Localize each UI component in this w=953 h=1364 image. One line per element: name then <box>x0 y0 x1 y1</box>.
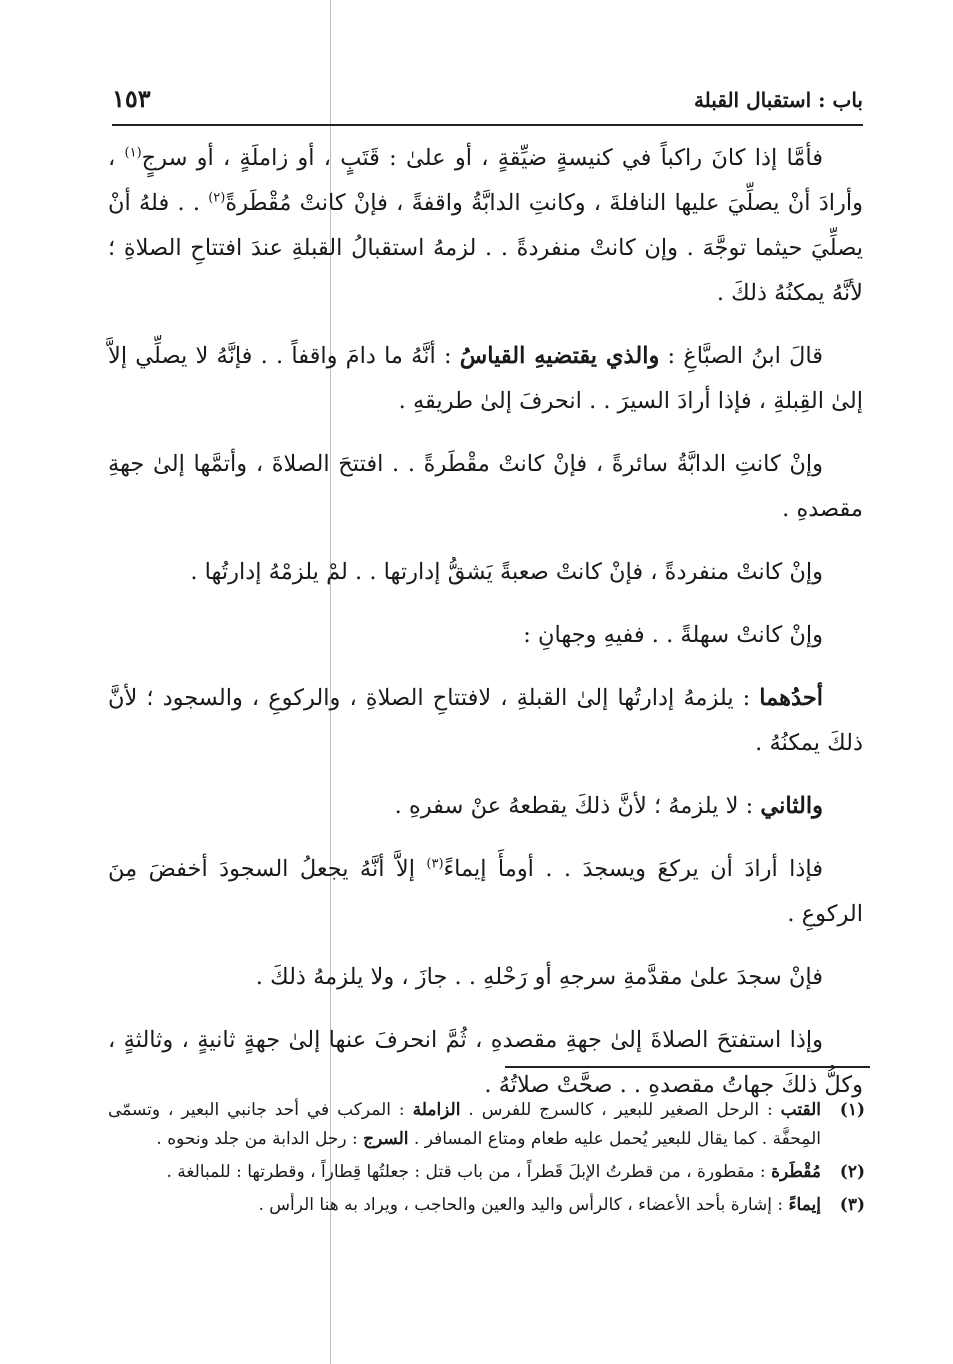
bold-term: القتب <box>780 1100 821 1120</box>
footnotes <box>108 1096 865 1224</box>
text-run: فإذا أرادَ أن يركعَ ويسجدَ . . أومأَ إيماءً <box>443 856 823 882</box>
text-run: : مقطورة ، من قطرتُ الإبلَ قَطراً ، من باب قتل : جعلتُها قِطاراً ، وقطرتها : للمبالغة . <box>166 1162 772 1182</box>
text-run: وإنْ كانتْ سهلةً . . ففيهِ وجهانِ : <box>523 622 823 648</box>
footnote-separator <box>505 1066 870 1068</box>
footnote-marker: (١) <box>124 145 142 161</box>
paragraph <box>108 136 863 316</box>
bold-term: والذي يقتضيهِ القياسُ <box>459 343 660 369</box>
footnote-marker: (٣) <box>426 856 444 872</box>
chapter-title: باب : استقبال القبلة <box>693 88 863 112</box>
paragraph <box>108 550 863 595</box>
page-number: ١٥٣ <box>112 84 151 113</box>
bold-term: إيماءً <box>788 1195 821 1215</box>
paragraph <box>108 847 863 937</box>
text-run: : أنَّهُ ما دامَ واقفاً . . فإنَّهُ لا يصلِّي إلاَّ إلىٰ القِبلةِ ، فإذا أرادَ السيرَ . . انحرفَ إلىٰ طريقهِ . <box>108 343 863 414</box>
text-run: : الرحل الصغير للبعير ، كالسرج للفرس . <box>460 1100 781 1120</box>
text-run: وإنْ كانتِ الدابَّةُ سائرةً ، فإنْ كانتْ مقْطَرةً . . افتتحَ الصلاةَ ، وأتمَّها إلىٰ جهةِ مقصدهِ . <box>108 451 863 522</box>
footnote-number: (٣) <box>839 1195 865 1215</box>
text-run: : إشارة بأحد الأعضاء ، كالرأس واليد والعين والحاجب ، ويراد به هنا الرأس . <box>258 1195 789 1215</box>
text-run: : المركب في أحد جانبي البعير ، وتسمّى المِحفَّة . كما يقال للبعير يُحمل عليه طعام ومتاع المسافر . <box>108 1100 821 1149</box>
footnote-marker: (٢) <box>208 190 226 206</box>
text-run: : رحل الدابة من جلد ونحوه . <box>156 1129 364 1149</box>
text-run: إلاَّ أنَّهُ يجعلُ السجودَ أخفضَ مِنَ الركوعِ . <box>108 856 863 927</box>
footnote-number: (١) <box>839 1100 865 1120</box>
text-run: : لا يلزمهُ ؛ لأنَّ ذلكَ يقطعهُ عنْ سفرهِ . <box>394 793 761 819</box>
paragraph <box>108 955 863 1000</box>
text-run: : يلزمهُ إدارتُها إلىٰ القبلةِ ، لافتتاحِ الصلاةِ ، والركوعِ ، والسجود ؛ لأنَّ ذلكَ يمكنُهُ . <box>108 685 863 756</box>
bold-term: السرج <box>363 1129 409 1149</box>
footnote-text <box>108 1096 821 1154</box>
text-run: فإنْ سجدَ علىٰ مقدَّمةِ سرجهِ أو رَحْلهِ . . جازَ ، ولا يلزمهُ ذلكَ . <box>255 964 823 990</box>
paragraph <box>108 442 863 532</box>
footnote <box>108 1096 865 1154</box>
text-run: قالَ ابنُ الصبَّاغِ : <box>659 343 823 369</box>
bold-term: والثاني <box>760 793 823 819</box>
text-run: ، وأرادَ أنْ يصلِّيَ عليها النافلةَ ، وكانتِ الدابَّةُ واقفةً ، فإنْ كانتْ مُقْطَرةً <box>108 145 863 216</box>
bold-term: مُقْطَرة <box>771 1162 821 1182</box>
footnote <box>108 1191 865 1220</box>
header-rule <box>112 124 863 126</box>
main-text <box>108 136 863 1126</box>
paragraph <box>108 1018 863 1108</box>
footnote-number: (٢) <box>839 1162 865 1182</box>
text-run: . . فلهُ أنْ يصلِّيَ حيثما توجَّهَ . وإن كانتْ منفردةً . . لزمهُ استقبالُ القبلةِ عندَ افتتاحِ الصلاةِ ؛ لأنَّهُ يمكنُهُ ذلكَ . <box>108 190 863 306</box>
text-run: وإذا استفتحَ الصلاةَ إلىٰ جهةِ مقصدهِ ، ثُمَّ انحرفَ عنها إلىٰ جهةٍ ثانيةٍ ، وثالثةٍ ، وكلُّ ذلكَ جهاتُ مقصدهِ . . صحَّتْ صلاتُهُ . <box>108 1027 863 1098</box>
paragraph <box>108 334 863 424</box>
paragraph <box>108 784 863 829</box>
paragraph <box>108 676 863 766</box>
bold-term: أحدُهما <box>759 685 823 711</box>
paragraph <box>108 613 863 658</box>
footnote-text <box>108 1158 821 1187</box>
text-run: وإنْ كانتْ منفردةً ، فإنْ كانتْ صعبةً يَشقُّ إدارتها . . لمْ يلزمْهُ إدارتُها . <box>190 559 823 585</box>
footnote <box>108 1158 865 1187</box>
page-header <box>112 82 863 122</box>
text-run: فأمَّا إذا كانَ راكباً في كنيسةٍ ضيِّقةٍ ، أو علىٰ : قَتَبٍ ، أو زاملَةٍ ، أو سرجٍ <box>141 145 823 171</box>
bold-term: الزاملة <box>412 1100 461 1120</box>
footnote-text <box>108 1191 821 1220</box>
